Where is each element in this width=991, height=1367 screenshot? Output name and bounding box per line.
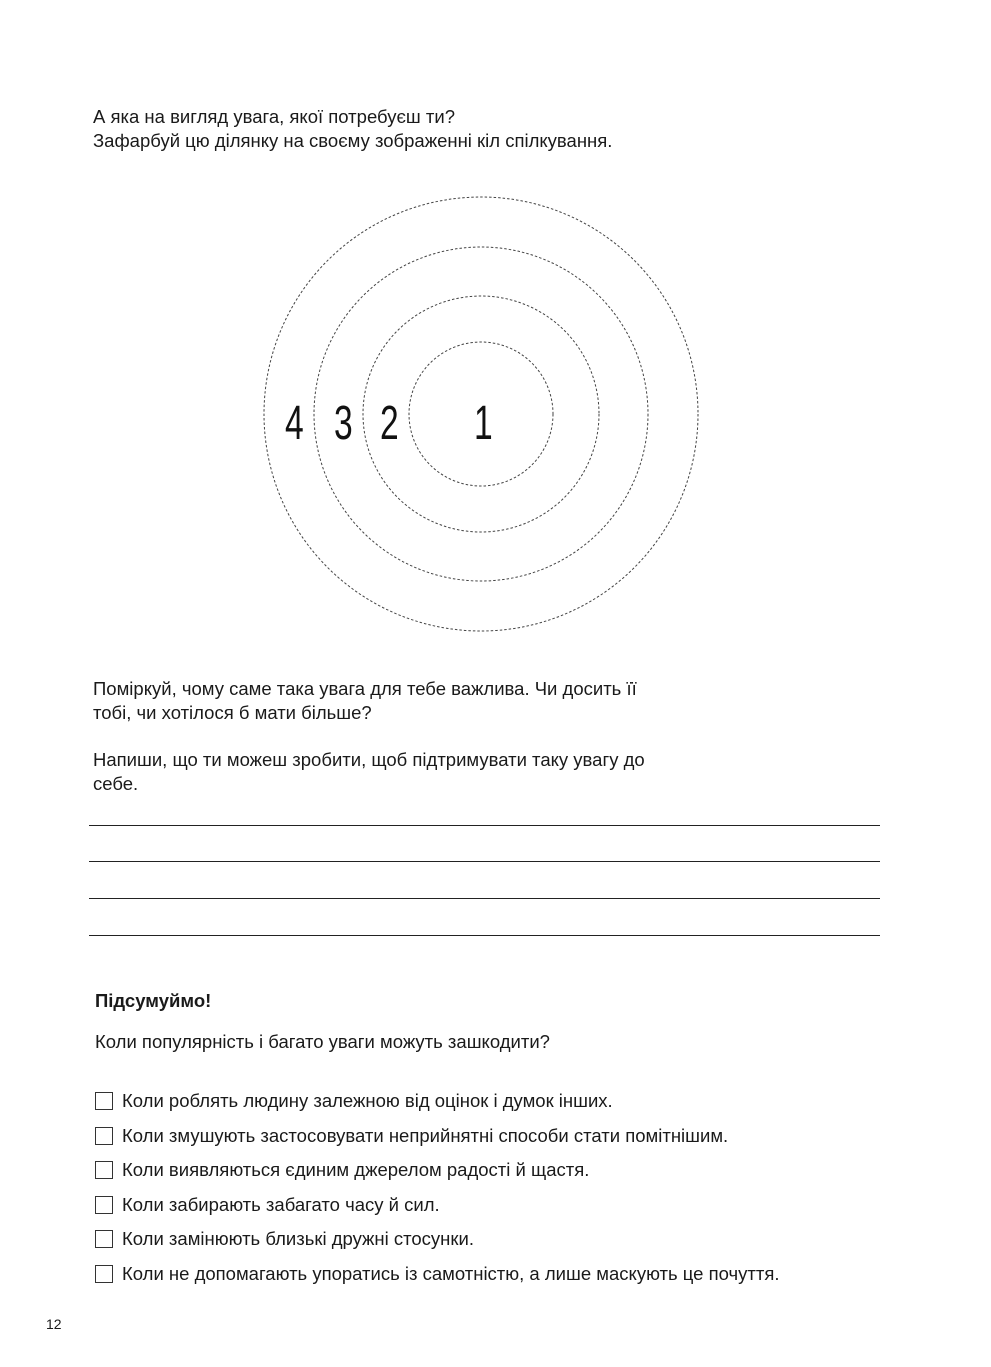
writing-line-2[interactable]	[89, 861, 880, 862]
circle-label-3: 3	[334, 397, 353, 450]
checklist-item[interactable]	[95, 1090, 613, 1112]
summary-heading: Підсумуймо!	[95, 990, 212, 1011]
writing-line-3[interactable]	[89, 898, 880, 899]
reflection-line-3: Напиши, що ти можеш зробити, щоб підтримувати таку увагу до	[93, 749, 645, 770]
checklist-item[interactable]	[95, 1194, 440, 1216]
reflection-line-1: Поміркуй, чому саме така увага для тебе важлива. Чи досить її	[93, 678, 637, 699]
intro-line-2: Зафарбуй цю ділянку на своєму зображенні кіл спілкування.	[93, 130, 613, 151]
writing-line-1[interactable]	[89, 825, 880, 826]
circle-label-2: 2	[380, 397, 399, 450]
reflection-line-4: себе.	[93, 773, 139, 794]
checklist-item[interactable]	[95, 1228, 474, 1250]
reflection-line-2: тобі, чи хотілося б мати більше?	[93, 702, 372, 723]
checkbox[interactable]	[95, 1196, 113, 1214]
checklist-item[interactable]	[95, 1263, 780, 1285]
checkbox[interactable]	[95, 1265, 113, 1283]
checklist-item-label: Коли змушують застосовувати неприйнятні способи стати помітнішим.	[122, 1125, 729, 1146]
circle-label-4: 4	[285, 397, 304, 450]
checkbox[interactable]	[95, 1161, 113, 1179]
circle-label-1: 1	[474, 397, 493, 450]
checkbox[interactable]	[95, 1230, 113, 1248]
checklist-item[interactable]	[95, 1125, 728, 1147]
writing-line-4[interactable]	[89, 935, 880, 936]
checklist-item-label: Коли замінюють близькі дружні стосунки.	[122, 1228, 474, 1249]
intro-line-1: А яка на вигляд увага, якої потребуєш ти?	[93, 106, 455, 127]
checklist-item-label: Коли роблять людину залежною від оцінок і думок інших.	[122, 1090, 613, 1111]
checkbox[interactable]	[95, 1127, 113, 1145]
checkbox[interactable]	[95, 1092, 113, 1110]
checklist-item-label: Коли не допомагають упоратись із самотністю, а лише маскують це почуття.	[122, 1263, 780, 1284]
checklist-item-label: Коли виявляються єдиним джерелом радості й щастя.	[122, 1159, 590, 1180]
summary-question: Коли популярність і багато уваги можуть зашкодити?	[95, 1031, 550, 1052]
checklist-item[interactable]	[95, 1159, 589, 1181]
checklist-item-label: Коли забирають забагато часу й сил.	[122, 1194, 440, 1215]
page-number: 12	[46, 1316, 62, 1332]
